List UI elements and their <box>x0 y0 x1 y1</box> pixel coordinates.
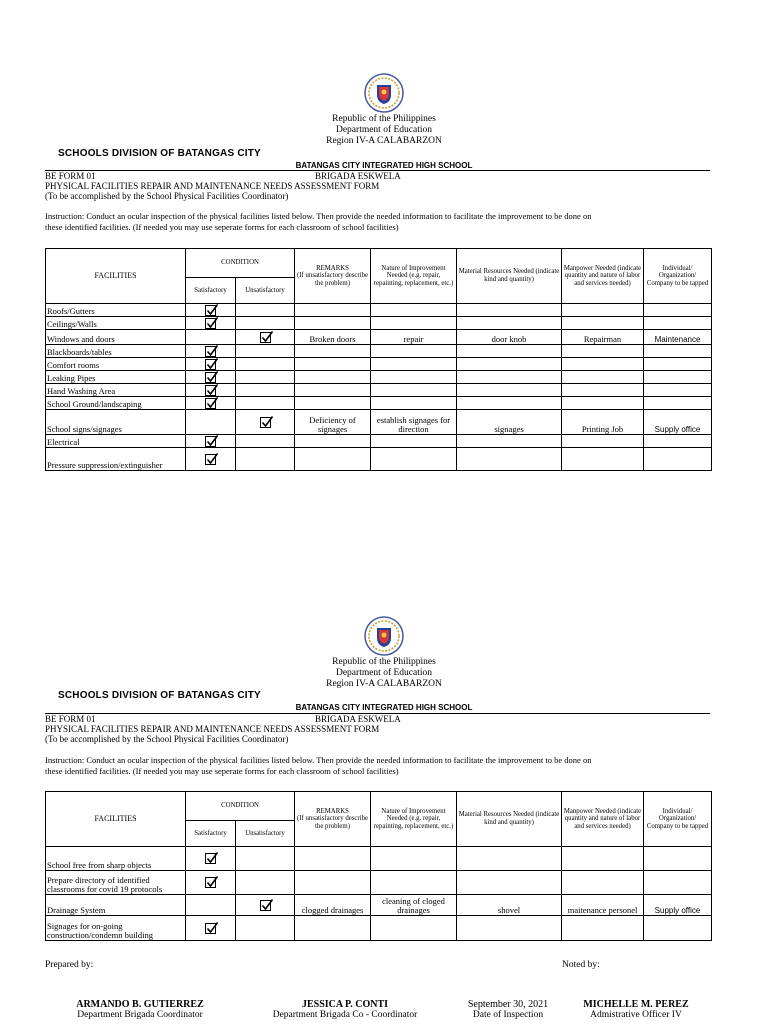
table-row <box>46 916 712 941</box>
noted-by-label: Noted by: <box>562 960 600 970</box>
col-unsatisfactory: Unsatisfactory <box>236 278 295 304</box>
satisfactory-cell <box>186 317 236 330</box>
manpower-cell: Repairman <box>562 330 644 345</box>
manpower-cell <box>562 435 644 448</box>
col-condition: CONDITION <box>186 792 295 821</box>
remarks-cell <box>295 358 371 371</box>
unsatisfactory-cell <box>236 345 295 358</box>
remarks-cell <box>295 384 371 397</box>
satisfactory-cell <box>186 847 236 871</box>
facility-cell: Signages for on-going construction/condemn building <box>46 916 186 941</box>
satisfactory-cell <box>186 384 236 397</box>
col-individual: Individual/ Organization/ Company to be tapped <box>644 249 712 304</box>
form-code: BE FORM 01 <box>45 714 96 724</box>
unsatisfactory-cell <box>236 304 295 317</box>
remarks-cell <box>295 448 371 471</box>
material-cell: door knob <box>457 330 562 345</box>
unsatisfactory-cell <box>236 384 295 397</box>
school-name: BATANGAS CITY INTEGRATED HIGH SCHOOL <box>295 703 473 712</box>
col-material: Material Resources Needed (indicate kind and quantity) <box>457 792 562 847</box>
nature-cell <box>371 916 457 941</box>
col-manpower: Manpower Needed (indicate quantity and nature of labor and services needed) <box>562 792 644 847</box>
satisfactory-cell <box>186 304 236 317</box>
deped-seal-icon <box>364 73 404 113</box>
republic-text: Republic of the Philippines <box>332 114 436 124</box>
manpower-cell <box>562 358 644 371</box>
remarks-cell <box>295 847 371 871</box>
satisfactory-cell <box>186 358 236 371</box>
material-cell <box>457 345 562 358</box>
organization-cell <box>644 345 712 358</box>
material-cell <box>457 871 562 895</box>
facility-cell: Drainage System <box>46 895 186 916</box>
facility-cell: Hand Washing Area <box>46 384 186 397</box>
region-text: Region IV-A CALABARZON <box>326 679 442 689</box>
signatory-role: Department Brigada Co - Coordinator <box>272 1010 418 1020</box>
nature-cell <box>371 345 457 358</box>
facility-cell: Pressure suppression/extinguisher <box>46 448 186 471</box>
satisfactory-cell <box>186 397 236 410</box>
table-row <box>46 895 712 916</box>
unsatisfactory-cell <box>236 435 295 448</box>
checkbox-checked-icon[interactable] <box>205 318 216 329</box>
manpower-cell <box>562 448 644 471</box>
satisfactory-cell <box>186 916 236 941</box>
checkbox-checked-icon[interactable] <box>205 454 216 465</box>
col-material: Material Resources Needed (indicate kind and quantity) <box>457 249 562 304</box>
facility-cell: School Ground/landscaping <box>46 397 186 410</box>
manpower-cell <box>562 384 644 397</box>
material-cell <box>457 371 562 384</box>
satisfactory-cell <box>186 895 236 916</box>
form-note: (To be accomplished by the School Physical Facilities Coordinator) <box>45 191 289 201</box>
col-unsatisfactory: Unsatisfactory <box>236 821 295 847</box>
table-row <box>46 435 712 448</box>
material-cell: shovel <box>457 895 562 916</box>
facility-cell: Ceilings/Walls <box>46 317 186 330</box>
facility-cell: Blackboards/tables <box>46 345 186 358</box>
manpower-cell <box>562 371 644 384</box>
col-facilities: FACILITIES <box>46 792 186 847</box>
instruction-text: Instruction: Conduct an ocular inspection of the physical facilities listed below. Then provide the needed information to facilitate the improvement to be done on these identified facilities. (If needed you may use seperate forms for each classroom of school facilities) <box>45 211 592 232</box>
nature-cell <box>371 317 457 330</box>
signatory-name: ARMANDO B. GUTIERREZ <box>76 999 204 1010</box>
facility-cell: Electrical <box>46 435 186 448</box>
republic-text: Republic of the Philippines <box>332 657 436 667</box>
organization-cell <box>644 916 712 941</box>
form-note: (To be accomplished by the School Physical Facilities Coordinator) <box>45 734 289 744</box>
table-row <box>46 448 712 471</box>
checkbox-checked-icon[interactable] <box>205 398 216 409</box>
remarks-cell <box>295 371 371 384</box>
table-row <box>46 358 712 371</box>
manpower-cell <box>562 871 644 895</box>
signatory-1 <box>40 999 240 1020</box>
col-satisfactory: Satisfactory <box>186 278 236 304</box>
col-nature: Nature of Improvement Needed (e.g. repair, repainting, replacement, etc.) <box>371 792 457 847</box>
unsatisfactory-cell <box>236 847 295 871</box>
organization-cell: Supply office <box>644 410 712 435</box>
remarks-cell: Deficiency of signages <box>295 410 371 435</box>
satisfactory-cell <box>186 410 236 435</box>
material-cell <box>457 847 562 871</box>
nature-cell <box>371 397 457 410</box>
facility-cell: Prepare directory of identified classrooms for covid 19 protocols <box>46 871 186 895</box>
material-cell <box>457 317 562 330</box>
col-manpower: Manpower Needed (indicate quantity and nature of labor and services needed) <box>562 249 644 304</box>
facility-cell: Windows and doors <box>46 330 186 345</box>
material-cell <box>457 435 562 448</box>
col-remarks: REMARKS (If unsatisfactory describe the problem) <box>295 249 371 304</box>
nature-cell <box>371 358 457 371</box>
checkbox-checked-icon[interactable] <box>205 853 216 864</box>
satisfactory-cell <box>186 435 236 448</box>
organization-cell <box>644 371 712 384</box>
material-cell <box>457 304 562 317</box>
facility-cell: Roofs/Gutters <box>46 304 186 317</box>
manpower-cell <box>562 916 644 941</box>
facility-cell: School signs/signages <box>46 410 186 435</box>
form-code: BE FORM 01 <box>45 171 96 181</box>
table-row <box>46 871 712 895</box>
manpower-cell: Printing Job <box>562 410 644 435</box>
nature-cell: repair <box>371 330 457 345</box>
nature-cell <box>371 871 457 895</box>
table-row <box>46 410 712 435</box>
remarks-cell: Broken doors <box>295 330 371 345</box>
remarks-cell <box>295 345 371 358</box>
manpower-cell <box>562 397 644 410</box>
program-name: BRIGADA ESKWELA <box>315 171 401 181</box>
facility-cell: Leaking Pipes <box>46 371 186 384</box>
checkbox-checked-icon[interactable] <box>205 436 216 447</box>
unsatisfactory-cell <box>236 895 295 916</box>
unsatisfactory-cell <box>236 448 295 471</box>
form-title: PHYSICAL FACILITIES REPAIR AND MAINTENANCE NEEDS ASSESSMENT FORM <box>45 724 380 734</box>
manpower-cell: maitenance personel <box>562 895 644 916</box>
unsatisfactory-cell <box>236 358 295 371</box>
organization-cell <box>644 304 712 317</box>
material-cell <box>457 397 562 410</box>
remarks-cell <box>295 317 371 330</box>
unsatisfactory-cell <box>236 916 295 941</box>
table-row <box>46 847 712 871</box>
nature-cell <box>371 448 457 471</box>
checkbox-checked-icon[interactable] <box>205 372 216 383</box>
region-text: Region IV-A CALABARZON <box>326 136 442 146</box>
remarks-cell: clogged drainages <box>295 895 371 916</box>
deped-seal-icon <box>364 616 404 656</box>
checkbox-checked-icon[interactable] <box>260 900 271 911</box>
material-cell <box>457 916 562 941</box>
satisfactory-cell <box>186 448 236 471</box>
unsatisfactory-cell <box>236 371 295 384</box>
facility-cell: Comfort rooms <box>46 358 186 371</box>
signatory-2 <box>245 999 445 1020</box>
remarks-cell <box>295 871 371 895</box>
satisfactory-cell <box>186 330 236 345</box>
organization-cell <box>644 871 712 895</box>
nature-cell: cleaning of cloged drainages <box>371 895 457 916</box>
inspection-date-label: Date of Inspection <box>472 1010 544 1020</box>
organization-cell <box>644 847 712 871</box>
table-row <box>46 317 712 330</box>
table-row <box>46 330 712 345</box>
material-cell <box>457 384 562 397</box>
nature-cell <box>371 435 457 448</box>
material-cell <box>457 448 562 471</box>
table-row <box>46 304 712 317</box>
material-cell: signages <box>457 410 562 435</box>
unsatisfactory-cell <box>236 330 295 345</box>
organization-cell: Supply office <box>644 895 712 916</box>
nature-cell <box>371 371 457 384</box>
department-text: Department of Education <box>335 668 433 678</box>
organization-cell <box>644 358 712 371</box>
instruction-text: Instruction: Conduct an ocular inspection of the physical facilities listed below. Then provide the needed information to facilitate the improvement to be done on these identified facilities. (If needed you may use seperate forms for each classroom of school facilities) <box>45 755 592 776</box>
manpower-cell <box>562 317 644 330</box>
organization-cell: Maintenance <box>644 330 712 345</box>
organization-cell <box>644 435 712 448</box>
division-title: SCHOOLS DIVISION OF BATANGAS CITY <box>58 148 261 159</box>
unsatisfactory-cell <box>236 317 295 330</box>
col-individual: Individual/ Organization/ Company to be tapped <box>644 792 712 847</box>
signatory-role: Admistrative Officer IV <box>590 1010 682 1020</box>
division-title: SCHOOLS DIVISION OF BATANGAS CITY <box>58 690 261 701</box>
inspection-date-value: September 30, 2021 <box>467 999 549 1010</box>
organization-cell <box>644 448 712 471</box>
organization-cell <box>644 384 712 397</box>
remarks-cell <box>295 397 371 410</box>
nature-cell <box>371 847 457 871</box>
signatory-role: Department Brigada Coordinator <box>77 1010 203 1020</box>
checkbox-checked-icon[interactable] <box>205 877 216 888</box>
remarks-cell <box>295 304 371 317</box>
school-name: BATANGAS CITY INTEGRATED HIGH SCHOOL <box>295 161 473 170</box>
checkbox-checked-icon[interactable] <box>205 346 216 357</box>
organization-cell <box>644 317 712 330</box>
col-satisfactory: Satisfactory <box>186 821 236 847</box>
manpower-cell <box>562 304 644 317</box>
nature-cell <box>371 304 457 317</box>
assessment-table <box>45 791 712 941</box>
remarks-cell <box>295 435 371 448</box>
form-title: PHYSICAL FACILITIES REPAIR AND MAINTENANCE NEEDS ASSESSMENT FORM <box>45 181 380 191</box>
assessment-table <box>45 248 712 471</box>
manpower-cell <box>562 345 644 358</box>
inspection-date <box>448 999 568 1020</box>
col-condition: CONDITION <box>186 249 295 278</box>
table-row <box>46 397 712 410</box>
remarks-cell <box>295 916 371 941</box>
satisfactory-cell <box>186 871 236 895</box>
satisfactory-cell <box>186 371 236 384</box>
col-remarks: REMARKS (If unsatisfactory describe the problem) <box>295 792 371 847</box>
signatory-name: JESSICA P. CONTI <box>301 999 389 1010</box>
checkbox-checked-icon[interactable] <box>260 332 271 343</box>
nature-cell <box>371 384 457 397</box>
checkbox-checked-icon[interactable] <box>205 359 216 370</box>
prepared-by-label: Prepared by: <box>45 960 94 970</box>
table-row <box>46 371 712 384</box>
unsatisfactory-cell <box>236 410 295 435</box>
form-1-rows <box>46 304 712 471</box>
form-2-rows <box>46 847 712 941</box>
manpower-cell <box>562 847 644 871</box>
table-row <box>46 345 712 358</box>
satisfactory-cell <box>186 345 236 358</box>
col-nature: Nature of Improvement Needed (e.g. repair, repainting, replacement, etc.) <box>371 249 457 304</box>
table-row <box>46 384 712 397</box>
nature-cell: establish signages for direction <box>371 410 457 435</box>
checkbox-checked-icon[interactable] <box>205 305 216 316</box>
material-cell <box>457 358 562 371</box>
program-name: BRIGADA ESKWELA <box>315 714 401 724</box>
col-facilities: FACILITIES <box>46 249 186 304</box>
signatory-3 <box>566 999 706 1020</box>
facility-cell: School free from sharp objects <box>46 847 186 871</box>
checkbox-checked-icon[interactable] <box>205 923 216 934</box>
unsatisfactory-cell <box>236 397 295 410</box>
signatory-name: MICHELLE M. PEREZ <box>583 999 689 1010</box>
checkbox-checked-icon[interactable] <box>260 417 271 428</box>
unsatisfactory-cell <box>236 871 295 895</box>
checkbox-checked-icon[interactable] <box>205 385 216 396</box>
department-text: Department of Education <box>335 125 433 135</box>
organization-cell <box>644 397 712 410</box>
